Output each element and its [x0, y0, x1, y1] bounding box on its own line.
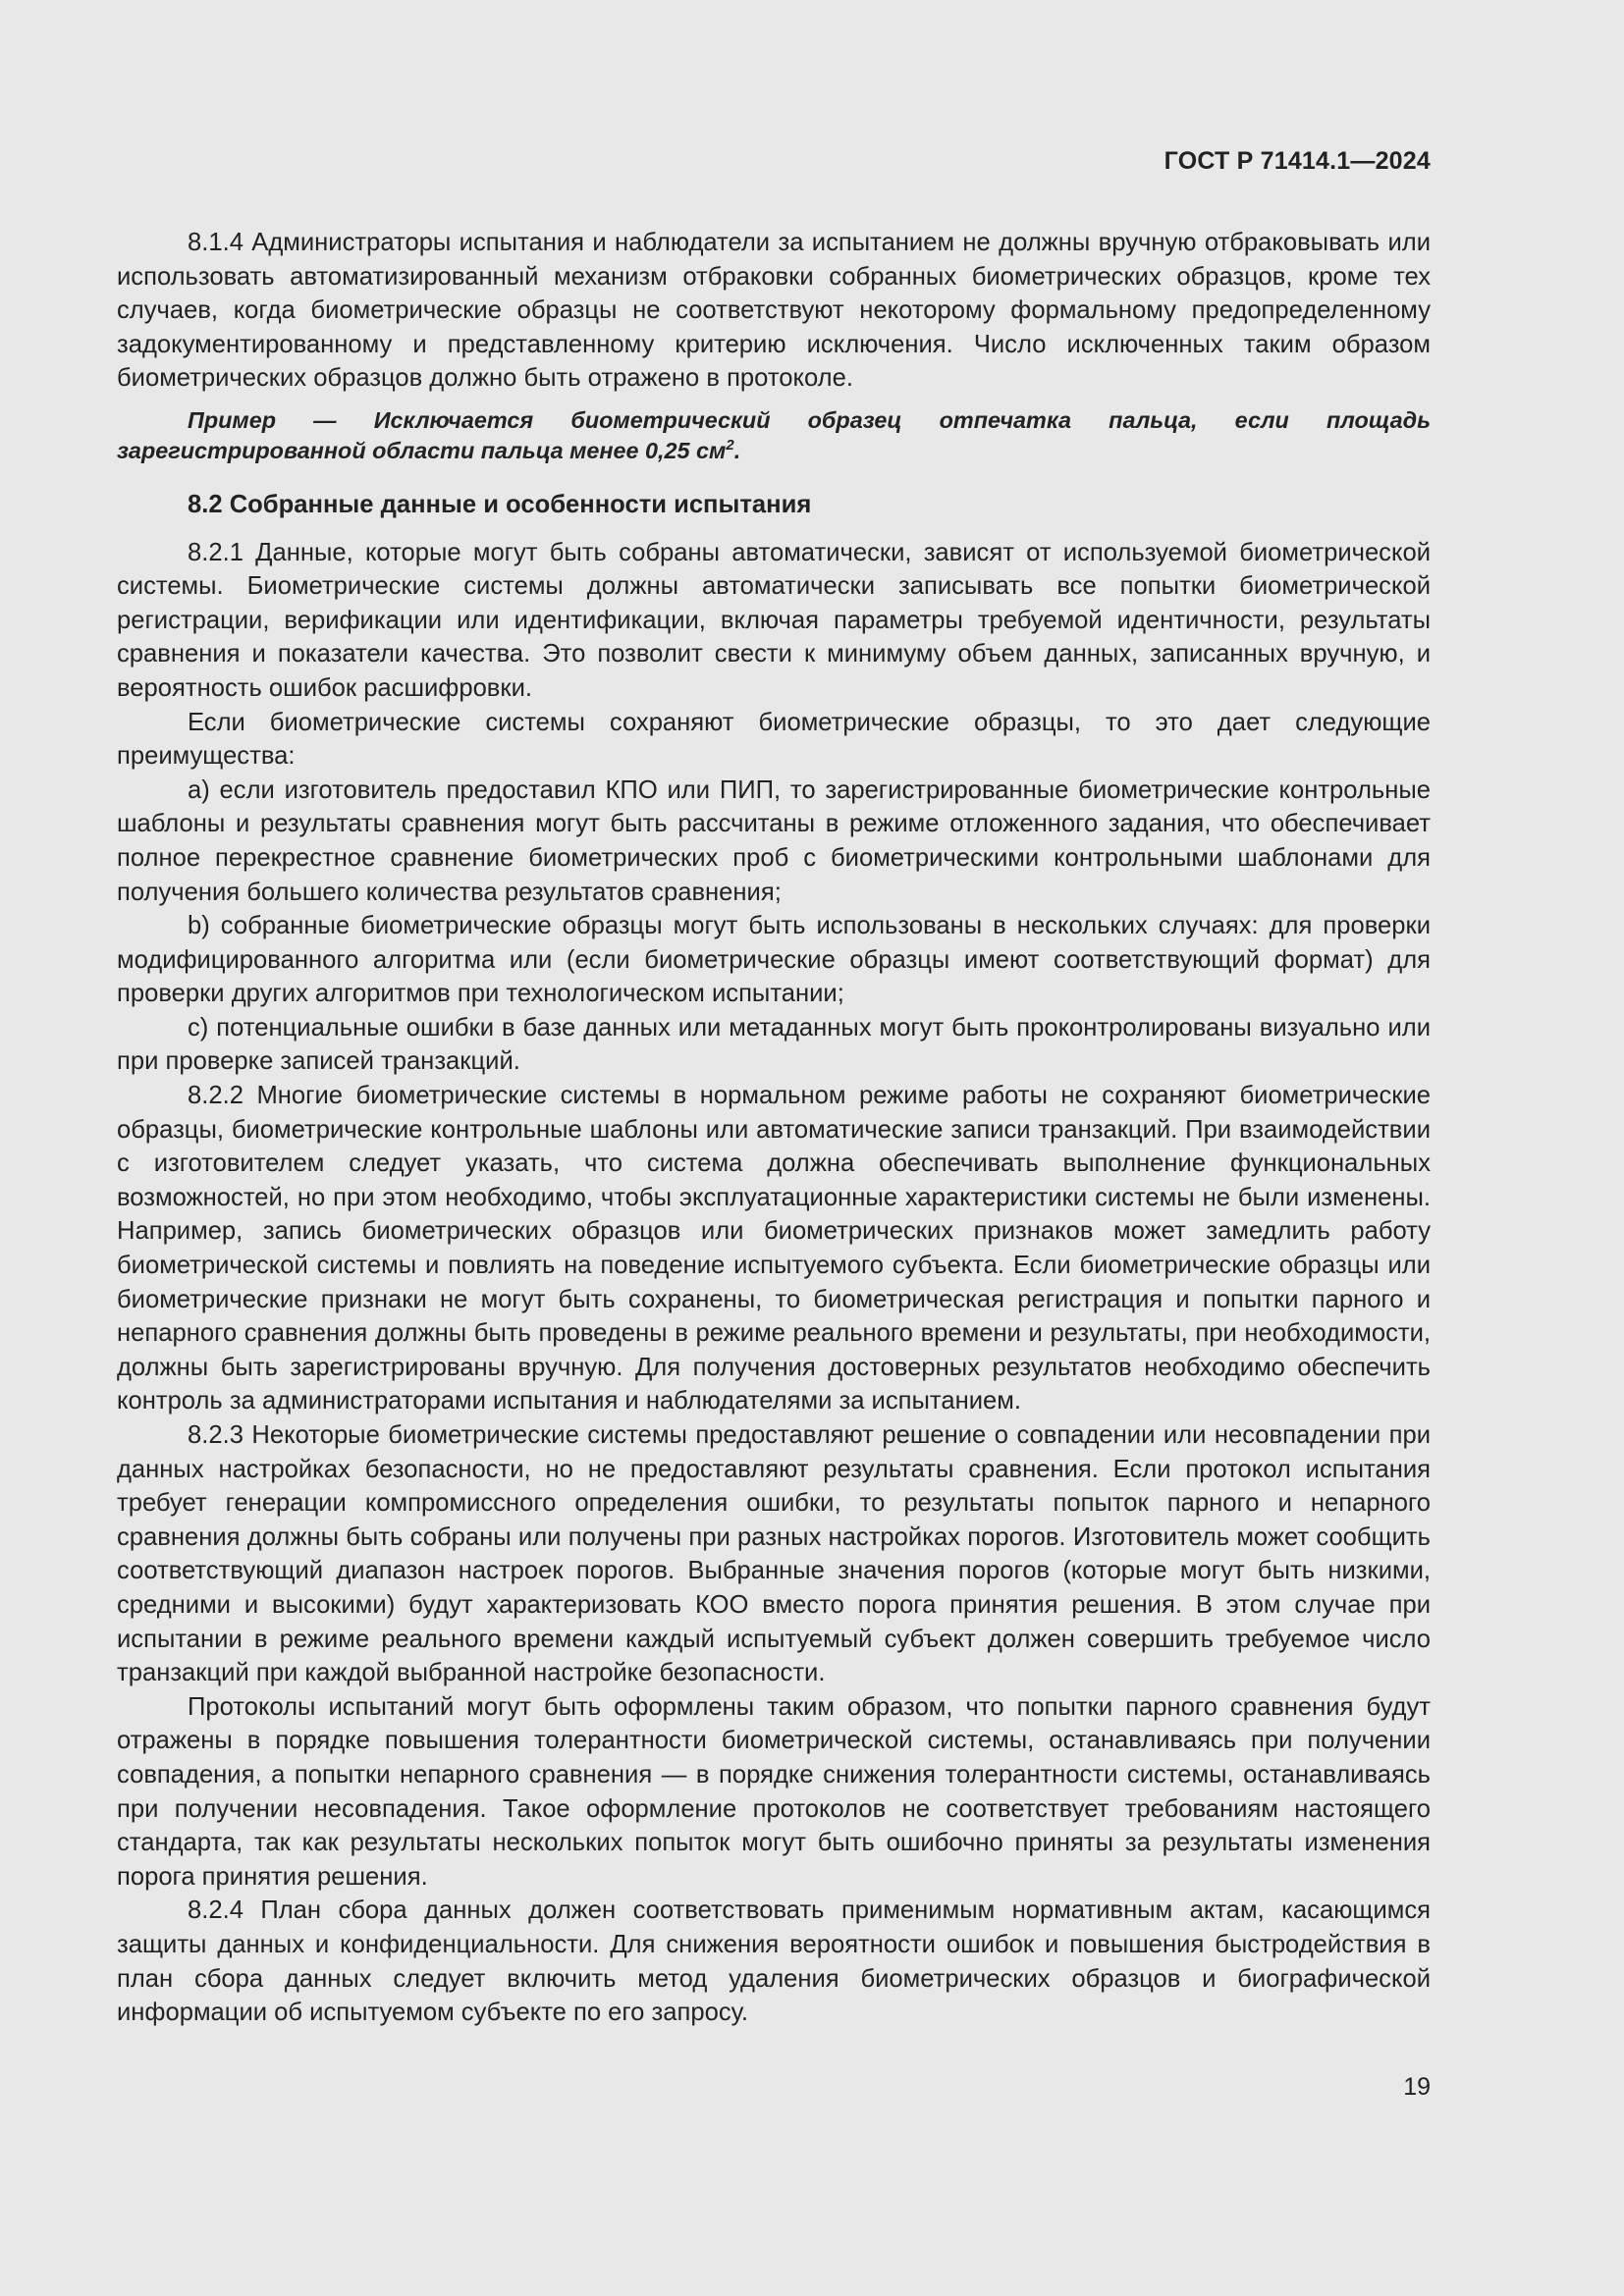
example-text: Пример — Исключается биометрический образец отпечатка пальца, если площадь зарегистрированной области пальца менее 0,25 см: [117, 406, 1431, 463]
document-header: ГОСТ Р 71414.1—2024: [1164, 147, 1431, 175]
paragraph-8-1-4: 8.1.4 Администраторы испытания и наблюдатели за испытанием не должны вручную отбраковывать или использовать автоматизированный механизм отбраковки собранных биометрических образцов, кроме тех случаев, когда биометрические образцы не соответствуют некоторому формальному предопределенному задокументированному и представленному критерию исключения. Число исключенных таким образом биометрических образцов должно быть отражено в протоколе.: [117, 229, 1431, 393]
paragraph-8-2-1: 8.2.1 Данные, которые могут быть собраны автоматически, зависят от используемой биометрической системы. Биометрические системы должны автоматически записывать все попытки биометрической регистрации, верификации или идентификации, включая параметры требуемой идентичности, результаты сравнения и показатели качества. Это позволит свести к минимуму объем данных, записанных вручную, и вероятность ошибок расшифровки.: [117, 538, 1431, 702]
paragraph-8-2-4: 8.2.4 План сбора данных должен соответствовать применимым нормативным актам, касающимся защиты данных и конфиденциальности. Для снижения вероятности ошибок и повышения быстродействия в план сбора данных следует включить метод удаления биометрических образцов и биографической информации об испытуемом субъекте по его запросу.: [117, 1896, 1431, 2027]
paragraph-samples-intro: Если биометрические системы сохраняют биометрические образцы, то это дает следующие преимущества:: [117, 708, 1431, 771]
paragraph-8-2-2: 8.2.2 Многие биометрические системы в нормальном режиме работы не сохраняют биометрические образцы, биометрические контрольные шаблоны или автоматические записи транзакций. При взаимодействии с изготовителем следует указать, что система должна обеспечивать выполнение функциональных возможностей, но при этом необходимо, чтобы эксплуатационные характеристики системы не были изменены. Например, запись биометрических образцов или биометрических признаков может замедлить работу биометрической системы и повлиять на поведение испытуемого субъекта. Если биометрические образцы или биометрические признаки не могут быть сохранены, то биометрическая регистрация и попытки парного и непарного сравнения должны быть проведены в режиме реального времени и результаты, при необходимости, должны быть зарегистрированы вручную. Для получения достоверных результатов необходимо обеспечить контроль за администраторами испытания и наблюдателями за испытанием.: [117, 1082, 1431, 1415]
section-heading-8-2: 8.2 Собранные данные и особенности испытания: [188, 490, 812, 518]
example-note: [117, 405, 1431, 466]
paragraph-8-2-3: 8.2.3 Некоторые биометрические системы предоставляют решение о совпадении или несовпадении при данных настройках безопасности, но не предоставляют результаты сравнения. Если протокол испытания требует генерации компромиссного определения ошибки, то результаты попыток парного и непарного сравнения должны быть собраны или получены при разных настройках порогов. Изготовитель может сообщить соответствующий диапазон настроек порогов. Выбранные значения порогов (которые могут быть низкими, средними и высокими) будут характеризовать КОО вместо порога принятия решения. В этом случае при испытании в режиме реального времени каждый испытуемый субъект должен совершить требуемое число транзакций при каждой выбранной настройке безопасности.: [117, 1421, 1431, 1687]
list-item-c: c) потенциальные ошибки в базе данных или метаданных могут быть проконтролированы визуально или при проверке записей транзакций.: [117, 1013, 1431, 1076]
paragraph-protocols: Протоколы испытаний могут быть оформлены таким образом, что попытки парного сравнения будут отражены в порядке повышения толерантности биометрической системы, останавливаясь при получении совпадения, а попытки непарного сравнения — в порядке снижения толерантности системы, останавливаясь при получении несовпадения. Такое оформление протоколов не соответствует требованиям настоящего стандарта, так как результаты нескольких попыток могут быть ошибочно приняты за результаты изменения порога принятия решения.: [117, 1692, 1431, 1891]
document-body: [117, 226, 1431, 2030]
example-end: .: [733, 437, 741, 463]
list-item-a: а) если изготовитель предоставил КПО или ПИП, то зарегистрированные биометрические контрольные шаблоны и результаты сравнения могут быть рассчитаны в режиме отложенного задания, что обеспечивает полное перекрестное сравнение биометрических проб с биометрическими контрольными шаблонами для получения большего количества результатов сравнения;: [117, 775, 1431, 906]
example-superscript: 2: [726, 436, 734, 454]
page-number: 19: [1403, 2073, 1431, 2101]
list-item-b: b) собранные биометрические образцы могут быть использованы в нескольких случаях: для проверки модифицированного алгоритма или (если биометрические образцы имеют соответствующий формат) для проверки других алгоритмов при технологическом испытании;: [117, 912, 1431, 1008]
